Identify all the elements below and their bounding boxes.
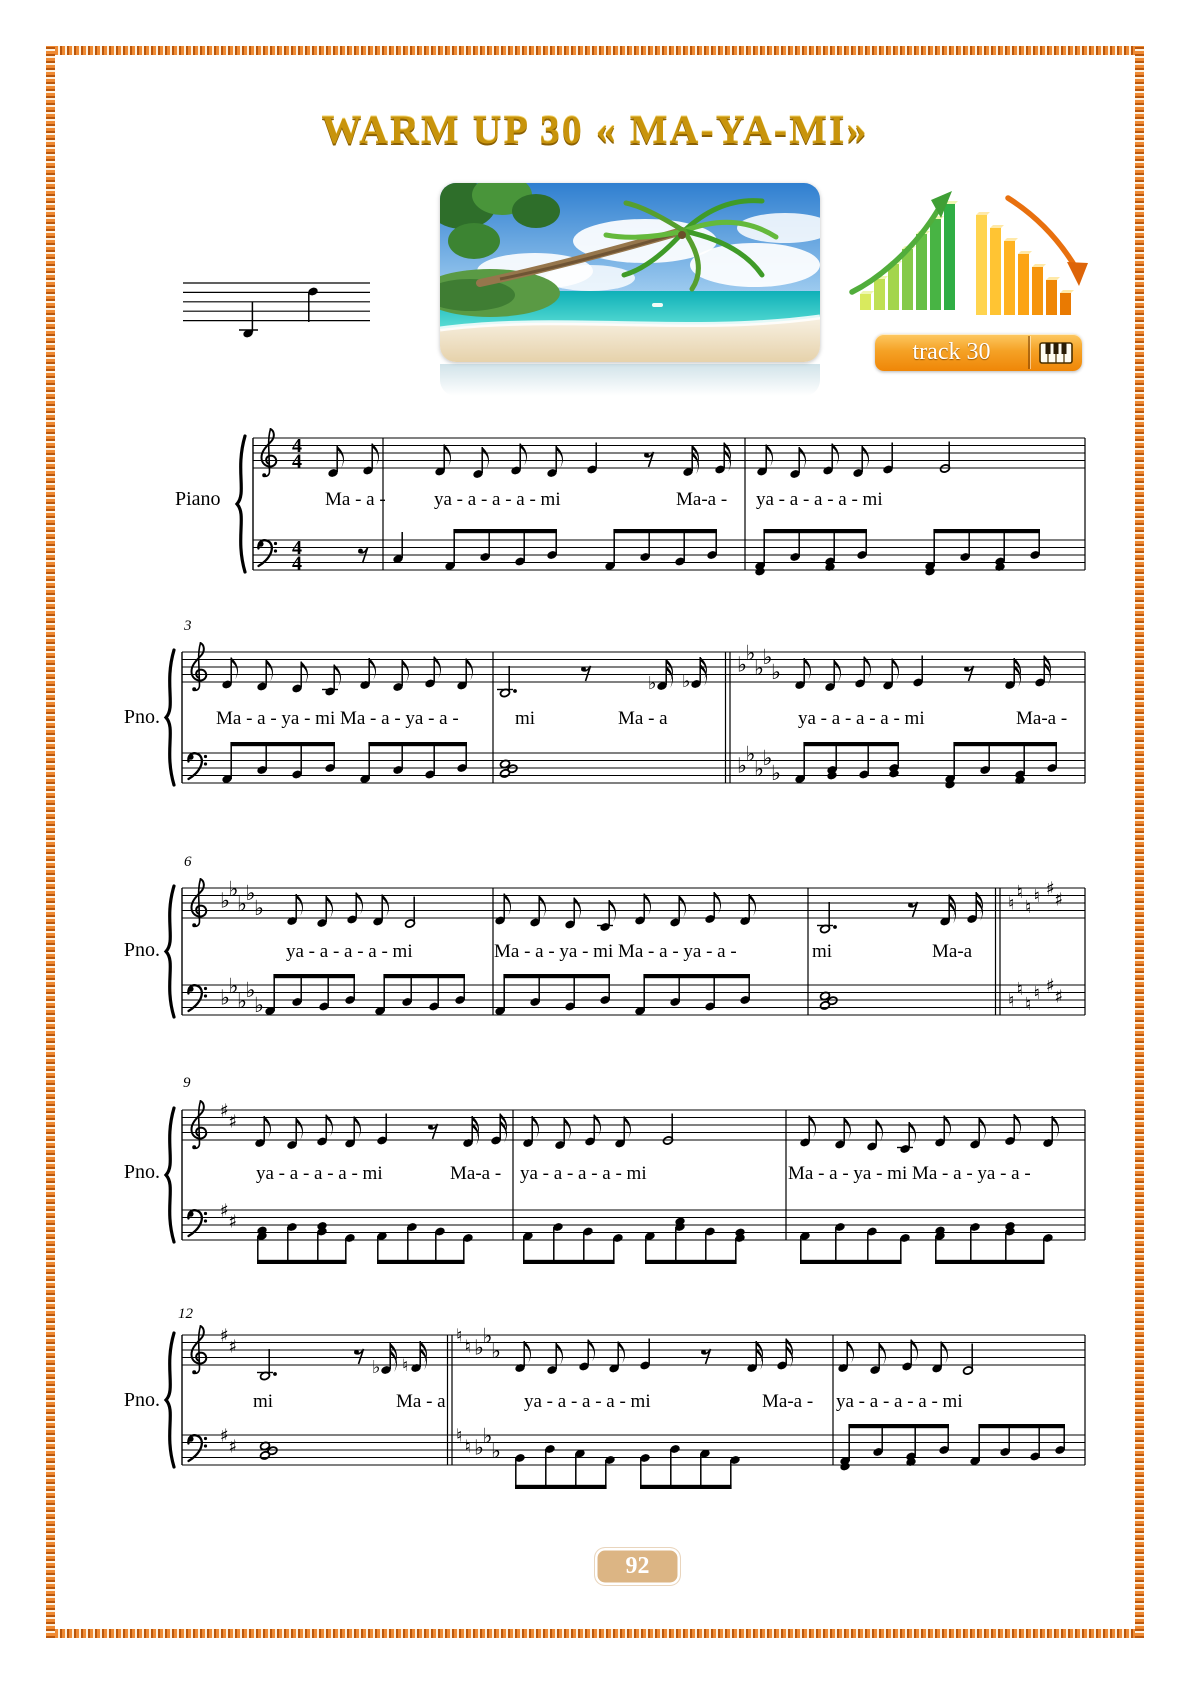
lyric-segment: ya - a - a - a - mi [520, 1163, 647, 1184]
svg-text:♭: ♭ [474, 1335, 484, 1360]
svg-text:♭: ♭ [245, 881, 256, 905]
svg-text:♭: ♭ [237, 892, 247, 917]
svg-text:♭: ♭ [745, 641, 756, 666]
svg-text:♭: ♭ [237, 989, 247, 1014]
svg-text:♭: ♭ [754, 757, 764, 782]
svg-text:♮: ♮ [1016, 882, 1023, 904]
svg-text:4: 4 [292, 552, 302, 575]
svg-text:4: 4 [292, 537, 302, 559]
lyric-segment: mi [253, 1391, 274, 1412]
svg-text:♭: ♭ [474, 1435, 484, 1460]
svg-text:♮: ♮ [1025, 897, 1032, 919]
svg-text:♭: ♭ [771, 660, 781, 684]
measure-number-12: 12 [178, 1306, 193, 1322]
lyric-segment: ya - a - a - a - mi [756, 489, 883, 510]
track-button-label: track 30 [912, 339, 991, 365]
svg-text:♭: ♭ [228, 974, 239, 999]
svg-text:♭: ♭ [491, 1339, 501, 1364]
svg-text:♭: ♭ [482, 1324, 493, 1349]
svg-text:4: 4 [292, 435, 302, 457]
svg-text:♮: ♮ [464, 1336, 471, 1358]
svg-text:♮: ♮ [1008, 990, 1015, 1012]
lyric-segment: ya - a - a - a - mi [524, 1391, 651, 1412]
svg-text:♮: ♮ [464, 1436, 471, 1458]
svg-text:♮: ♮ [1033, 983, 1040, 1004]
svg-text:♭: ♭ [245, 978, 256, 1002]
lyric-segment: Ma-a - [1016, 708, 1068, 729]
system-label-pno-3: Pno. [123, 939, 160, 961]
lyric-segment: Ma - a - ya - mi Ma - a - ya - a - [216, 708, 459, 729]
svg-text:♭: ♭ [682, 671, 691, 692]
page-number: 92 [625, 1553, 650, 1579]
svg-text:♮: ♮ [1025, 994, 1032, 1016]
svg-text:♭: ♭ [372, 1357, 381, 1378]
svg-text:4: 4 [292, 450, 302, 473]
svg-text:♭: ♭ [754, 656, 764, 681]
svg-text:♭: ♭ [745, 742, 756, 767]
lyric-segment: Ma-a [932, 941, 973, 962]
svg-text:♭: ♭ [254, 993, 264, 1017]
measure-number-6: 6 [184, 854, 192, 870]
svg-text:♯: ♯ [228, 1111, 238, 1133]
svg-text:♯: ♯ [228, 1336, 238, 1358]
lyric-segment: Ma - a - [325, 489, 386, 510]
lyric-segment: ya - a - a - a - mi [798, 708, 925, 729]
svg-text:♯: ♯ [220, 1325, 229, 1347]
lyric-segment: Ma - a [396, 1391, 446, 1412]
measure-number-9: 9 [183, 1075, 191, 1091]
lyric-segment: Ma - a - ya - mi Ma - a - ya - a - [494, 941, 737, 962]
svg-text:♭: ♭ [648, 673, 657, 694]
svg-text:♯: ♯ [1054, 986, 1064, 1008]
system-label-pno-5: Pno. [123, 1389, 160, 1411]
lyric-segment: Ma - a - ya - mi Ma - a - ya - a - [788, 1163, 1031, 1184]
system-label-pno-2: Pno. [123, 706, 160, 728]
svg-text:♭: ♭ [491, 1439, 501, 1464]
svg-text:♮: ♮ [402, 1356, 409, 1376]
svg-text:♯: ♯ [1046, 975, 1055, 997]
svg-text:♭: ♭ [737, 753, 747, 778]
lyric-segment: Ma-a - [762, 1391, 814, 1412]
svg-text:♮: ♮ [456, 1425, 463, 1447]
svg-text:♭: ♭ [220, 888, 230, 913]
svg-text:♯: ♯ [220, 1425, 229, 1447]
lyric-segment: ya - a - a - a - mi [286, 941, 413, 962]
svg-text:♭: ♭ [254, 896, 264, 920]
system-label-pno-4: Pno. [123, 1161, 160, 1183]
svg-text:♮: ♮ [456, 1325, 463, 1347]
svg-text:♯: ♯ [228, 1436, 238, 1458]
svg-text:♯: ♯ [220, 1100, 229, 1122]
page-title: WARM UP 30 « MA-YA-MI» [321, 107, 869, 152]
svg-text:♭: ♭ [228, 877, 239, 902]
lyric-segment: ya - a - a - a - mi [256, 1163, 383, 1184]
svg-text:♮: ♮ [1008, 893, 1015, 915]
svg-text:♯: ♯ [220, 1200, 229, 1222]
lyric-segment: Ma - a [618, 708, 668, 729]
svg-text:♯: ♯ [228, 1211, 238, 1233]
svg-text:♭: ♭ [220, 985, 230, 1010]
measure-number-3: 3 [184, 618, 192, 634]
svg-text:♭: ♭ [762, 645, 773, 669]
lyric-segment: mi [515, 708, 536, 729]
svg-text:♭: ♭ [482, 1424, 493, 1449]
lyric-segment: ya - a - a - a - mi [836, 1391, 963, 1412]
svg-text:♭: ♭ [762, 746, 773, 770]
lyric-segment: ya - a - a - a - mi [434, 489, 561, 510]
svg-text:♮: ♮ [1033, 886, 1040, 907]
lyric-segment: Ma-a - [676, 489, 728, 510]
lyric-segment: Ma-a - [450, 1163, 502, 1184]
page-number-badge [595, 1548, 680, 1585]
svg-text:♯: ♯ [1054, 889, 1064, 911]
system-label-piano: Piano [175, 488, 221, 510]
svg-text:♭: ♭ [771, 761, 781, 785]
lyric-segment: mi [812, 941, 833, 962]
svg-text:♭: ♭ [737, 652, 747, 677]
svg-text:♯: ♯ [1046, 878, 1055, 900]
svg-text:♮: ♮ [1016, 979, 1023, 1001]
